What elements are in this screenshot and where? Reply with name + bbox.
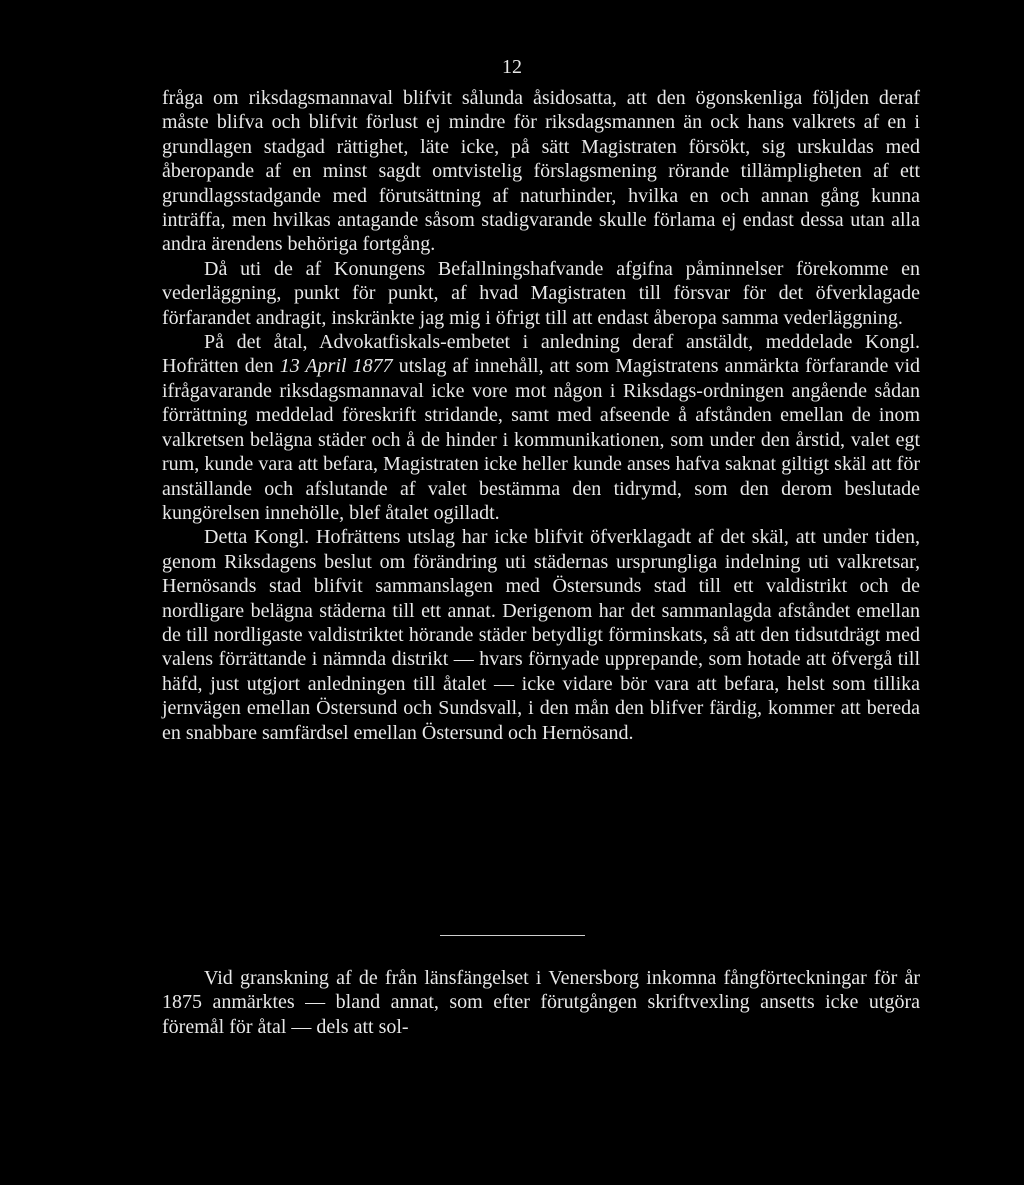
- section-one: [162, 86, 920, 745]
- section-separator: [440, 935, 585, 936]
- paragraph-2: Då uti de af Konungens Befallningshafvande afgifna påminnelser förekomme en vederläggning, punkt för punkt, af hvad Magistraten till försvar för det öfverklagade förfarandet andragit, inskränkte jag mig i öfrigt till att endast åberopa samma vederläggning.: [162, 257, 920, 329]
- page-number: 12: [502, 56, 522, 78]
- paragraph-3-end: utslag af innehåll, att som Magistratens anmärkta förfarande vid ifrågavarande riksdagsmannaval icke vore mot någon i Riksdags-ordningen angående sådan förrättning meddelad föreskrift stridande, samt med afseende å afstånden emellan de inom valkretsen belägna städer och å de hinder i kommunikationen, som under den årstid, valet egt rum, kunde vara att befara, Magistraten icke heller kunde anses hafva saknat giltigt skäl att för anställande och afslutande af valet bestämma den tidrymd, som den derom beslutade kungörelsen innehölle, blef åtalet ogilladt.: [162, 355, 921, 524]
- paragraph-4: Detta Kongl. Hofrättens utslag har icke blifvit öfverklagadt af det skäl, att under tiden, genom Riksdagens beslut om förändring uti städernas ursprungliga indelning uti valkretsar, Hernösands stad blifvit sammanslagen med Östersunds stad till ett valdistrikt och de nordligare belägna städerna till ett annat. Derigenom har det sammanlagda afståndet emellan de till nordligaste valdistriktet hörande städer betydligt förminskats, så att den tidsutdrägt med valens förrättande i nämnda distrikt — hvars förnyade upprepande, som hotade att öfvergå till häfd, just utgjort anledningen till åtalet — icke vidare bör vara att befara, helst som tillika jernvägen emellan Östersund och Sundsvall, i den mån den blifver färdig, kommer att bereda en snabbare samfärdsel emellan Östersund och Hernösand.: [162, 526, 920, 744]
- paragraph-3-start: På det åtal, Advokatfiskals-embetet i anledning deraf anstäldt, meddelade Kongl. Hofrätten den: [162, 331, 920, 378]
- paragraph-3: [162, 330, 920, 525]
- paragraph-1: fråga om riksdagsmannaval blifvit sålunda åsidosatta, att den ögonskenliga följden deraf måste blifva och blifvit förlust ej mindre för riksdagsmannen än ock hans valkrets af en i grundlagen stadgad rättighet, läte icke, på sätt Magistraten försökt, sig urskuldas med åberopande af en minst sagdt omtvistelig förslagsmening rörande tillämpligheten af ett grundlagsstadgande med förutsättning af naturhinder, hvilka en och annan gång kunna inträffa, men hvilkas antagande såsom stadigvarande skulle förlama ej endast dessa utan alla andra ärendens behöriga fortgång.: [162, 87, 920, 256]
- section-two: [162, 966, 920, 1039]
- verdict-date: 13 April 1877: [279, 355, 393, 378]
- paragraph-5: Vid granskning af de från länsfängelset i Venersborg inkomna fångförteckningar för år 1875 anmärktes — bland annat, som efter förutgången skriftvexling ansetts icke utgöra föremål för åtal — dels att sol-: [162, 967, 920, 1038]
